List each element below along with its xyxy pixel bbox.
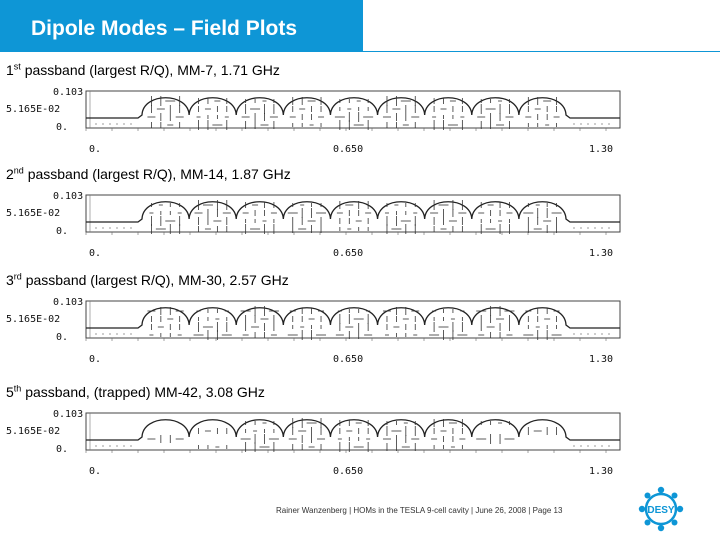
y-tick-label: 0.	[56, 122, 69, 133]
x-tick-label: 1.30	[589, 144, 614, 155]
x-tick-label: 0.650	[333, 466, 364, 477]
x-tick-label: 1.30	[589, 354, 614, 365]
x-tick-label: 0.650	[333, 144, 364, 155]
x-tick-label: 0.	[89, 354, 102, 365]
y-tick-label: 0.	[56, 444, 69, 455]
plot-frame	[86, 195, 620, 232]
plot-frame	[86, 301, 620, 338]
x-tick-label: 0.650	[333, 248, 364, 259]
x-tick-label: 0.	[89, 144, 102, 155]
cavity-profile	[86, 308, 620, 328]
y-tick-label: 5.165E-02	[6, 104, 61, 115]
y-tick-label: 0.103	[53, 191, 84, 202]
field-arrows	[147, 418, 556, 452]
field-plot	[0, 188, 640, 259]
x-tick-label: 0.	[89, 248, 102, 259]
field-plot	[0, 406, 640, 477]
y-tick-label: 0.103	[53, 409, 84, 420]
desy-logo	[636, 484, 686, 534]
y-tick-label: 0.	[56, 332, 69, 343]
plot-caption: 5th passband, (trapped) MM-42, 3.08 GHz	[6, 383, 265, 400]
plot-frame	[86, 91, 620, 128]
plot-caption: 2nd passband (largest R/Q), MM-14, 1.87 GHz	[6, 165, 291, 182]
header-rule	[0, 51, 720, 52]
field-arrows	[147, 306, 561, 340]
plot-frame	[86, 413, 620, 450]
x-tick-label: 1.30	[589, 248, 614, 259]
y-tick-label: 5.165E-02	[6, 314, 61, 325]
y-tick-label: 5.165E-02	[6, 208, 61, 219]
field-arrows	[147, 96, 559, 130]
logo-text: DESY	[647, 505, 675, 516]
y-tick-label: 0.	[56, 226, 69, 237]
x-tick-label: 1.30	[589, 466, 614, 477]
x-tick-label: 0.	[89, 466, 102, 477]
plot-caption: 1st passband (largest R/Q), MM-7, 1.71 GHz	[6, 61, 280, 78]
y-tick-label: 0.103	[53, 297, 84, 308]
cavity-profile	[86, 420, 620, 440]
x-tick-label: 0.650	[333, 354, 364, 365]
field-arrows	[149, 200, 561, 234]
slide-header	[0, 0, 720, 58]
plot-caption: 3rd passband (largest R/Q), MM-30, 2.57 GHz	[6, 271, 289, 288]
field-plot	[0, 84, 640, 155]
y-tick-label: 0.103	[53, 87, 84, 98]
slide-title: Dipole Modes – Field Plots	[31, 17, 298, 40]
field-plot	[0, 294, 640, 365]
y-tick-label: 5.165E-02	[6, 426, 61, 437]
slide-footer: Rainer Wanzenberg | HOMs in the TESLA 9-cell cavity | June 26, 2008 | Page 13	[276, 506, 563, 515]
